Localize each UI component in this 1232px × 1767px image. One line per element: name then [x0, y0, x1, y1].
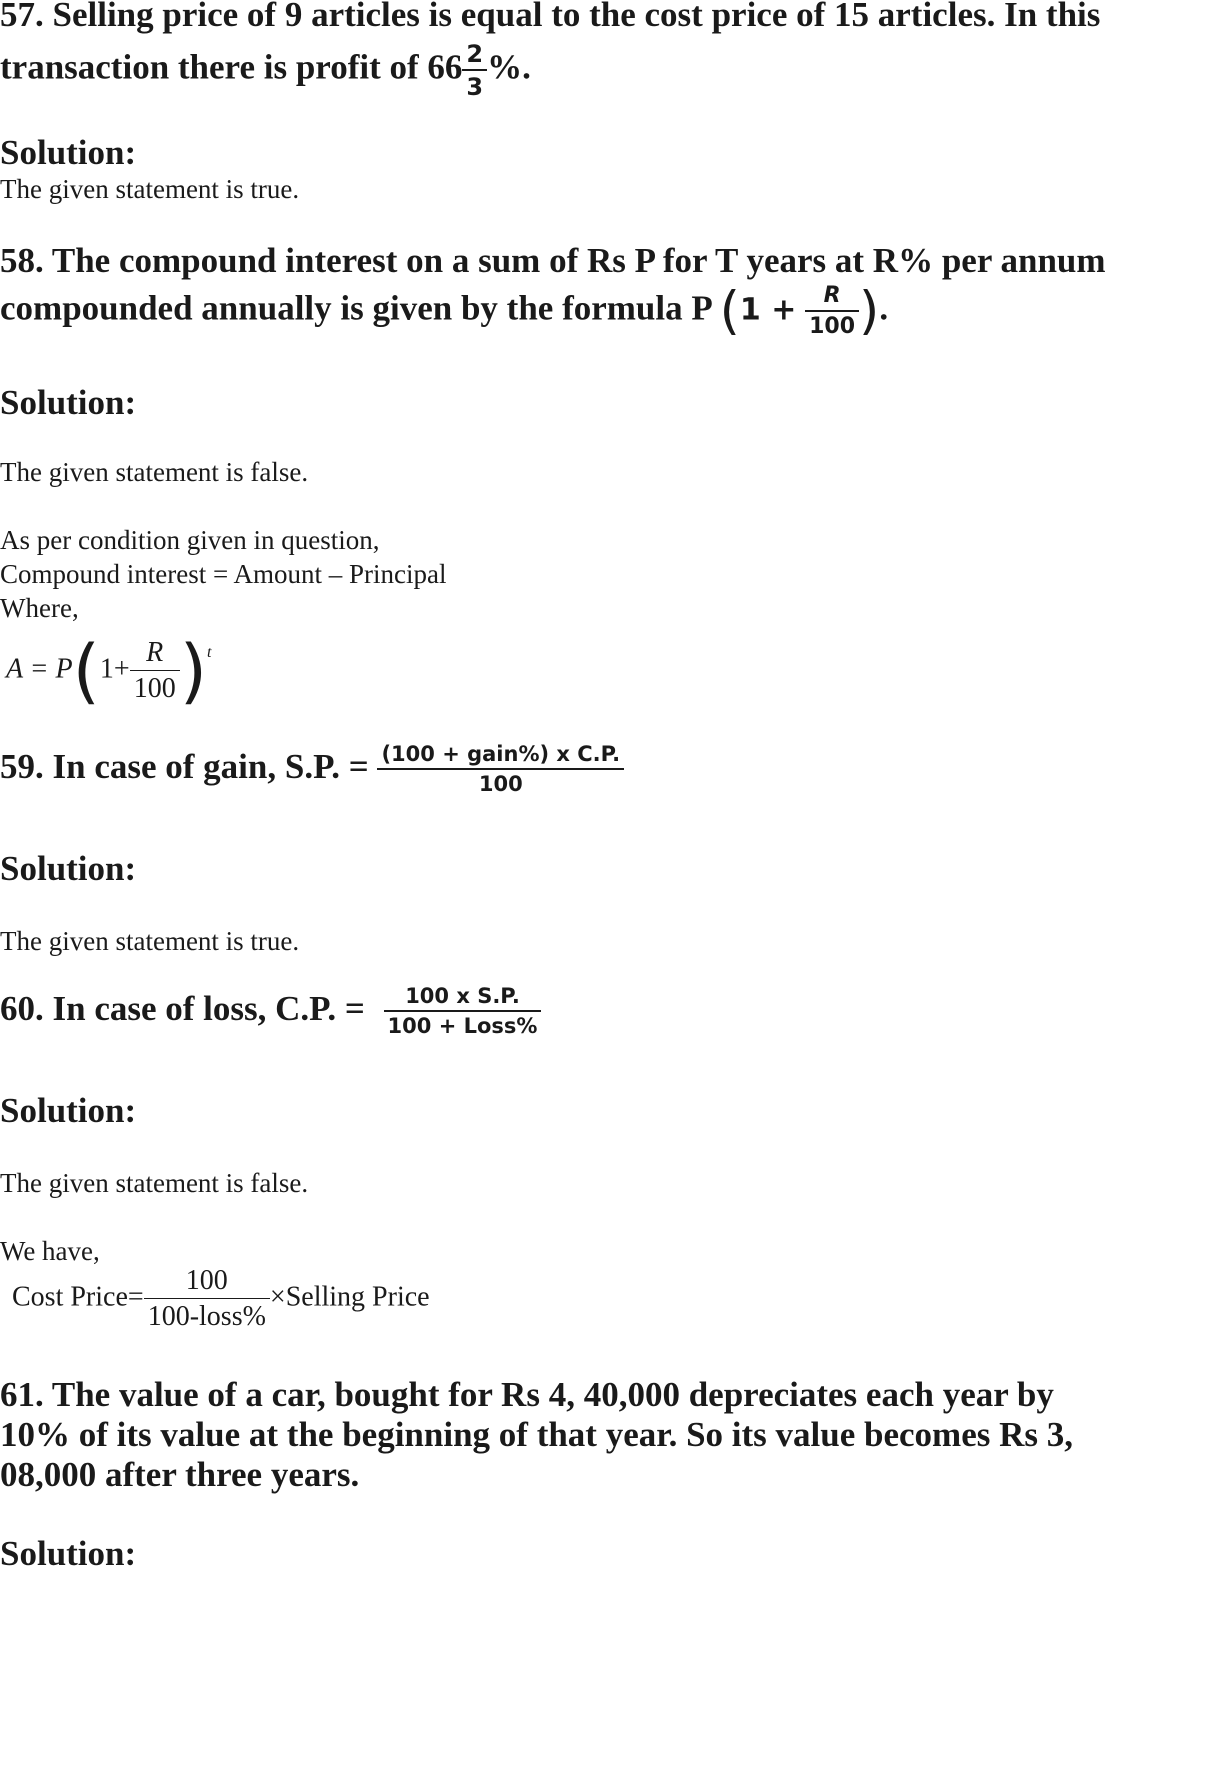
solution-59-text: The given statement is true.	[0, 926, 300, 956]
solution-57-text: The given statement is true.	[0, 174, 300, 204]
one-plus: 1 +	[739, 292, 797, 328]
question-61-line3: 08,000 after three years.	[0, 1455, 360, 1494]
question-57-text: transaction there is profit of 66	[0, 47, 463, 87]
exponent: t	[207, 644, 212, 661]
open-paren: (	[719, 281, 740, 342]
solution-58-text2: As per condition given in question,	[0, 525, 380, 555]
formula-lhs: A = P	[6, 653, 73, 685]
formula-lhs: Cost Price=	[12, 1281, 144, 1313]
solution-57-label: Solution:	[0, 133, 137, 172]
fraction-denominator: 3	[462, 69, 487, 99]
solution-58-label: Solution:	[0, 383, 137, 422]
question-61-line2: 10% of its value at the beginning of that year. So its value becomes Rs 3,	[0, 1415, 1074, 1454]
solution-59-label: Solution:	[0, 849, 137, 888]
formula-rhs: ×Selling Price	[269, 1281, 430, 1313]
close-paren: )	[859, 281, 880, 342]
solution-61-label: Solution:	[0, 1534, 137, 1573]
one-plus: 1+	[99, 653, 130, 685]
fraction-numerator: 2	[466, 40, 484, 68]
question-60-text: 60. In case of loss, C.P. =	[0, 989, 365, 1028]
solution-60-label: Solution:	[0, 1091, 137, 1130]
fraction-two-thirds	[462, 42, 487, 99]
fraction-denominator: 100	[805, 310, 859, 338]
question-57-line1: 57. Selling price of 9 articles is equal to the cost price of 15 articles. In this	[0, 0, 1101, 34]
solution-58-text1: The given statement is false.	[0, 457, 309, 487]
open-paren: (	[72, 630, 100, 712]
formula-amount	[6, 630, 212, 712]
solution-60-text2: We have,	[0, 1236, 100, 1266]
question-60	[0, 986, 541, 1037]
question-57-line2	[0, 42, 531, 99]
fraction-gain-sp	[377, 744, 624, 795]
close-paren: )	[179, 630, 208, 712]
fraction-numerator: (100 + gain%) x C.P.	[381, 742, 621, 767]
fraction-100-over-loss	[144, 1267, 270, 1331]
solution-58-text3: Compound interest = Amount – Principal	[0, 559, 447, 589]
fraction-r-over-100	[805, 285, 859, 338]
question-58-text: compounded annually is given by the formula P	[0, 288, 711, 328]
solution-58-text4: Where,	[0, 593, 79, 623]
period: .	[879, 288, 889, 328]
question-58-line2	[0, 281, 889, 342]
fraction-denominator: 100-loss%	[144, 1298, 270, 1331]
question-58-line1: 58. The compound interest on a sum of Rs P for T years at R% per annum	[0, 241, 1106, 280]
fraction-numerator: 100	[185, 1265, 228, 1296]
solution-60-text1: The given statement is false.	[0, 1168, 309, 1198]
fraction-denominator: 100	[130, 670, 180, 703]
fraction-denominator: 100	[377, 768, 624, 795]
fraction-numerator: R	[823, 283, 841, 308]
question-61-line1: 61. The value of a car, bought for Rs 4, 40,000 depreciates each year by	[0, 1375, 1054, 1414]
fraction-r-over-100	[130, 639, 180, 703]
percent-suffix: %.	[487, 47, 531, 87]
fraction-numerator: 100 x S.P.	[405, 984, 520, 1009]
question-59-text: 59. In case of gain, S.P. =	[0, 747, 369, 786]
formula-cost-price	[12, 1267, 430, 1331]
question-59	[0, 744, 624, 795]
fraction-denominator: 100 + Loss%	[384, 1010, 542, 1037]
fraction-numerator: R	[146, 637, 164, 668]
fraction-loss-cp	[384, 986, 542, 1037]
